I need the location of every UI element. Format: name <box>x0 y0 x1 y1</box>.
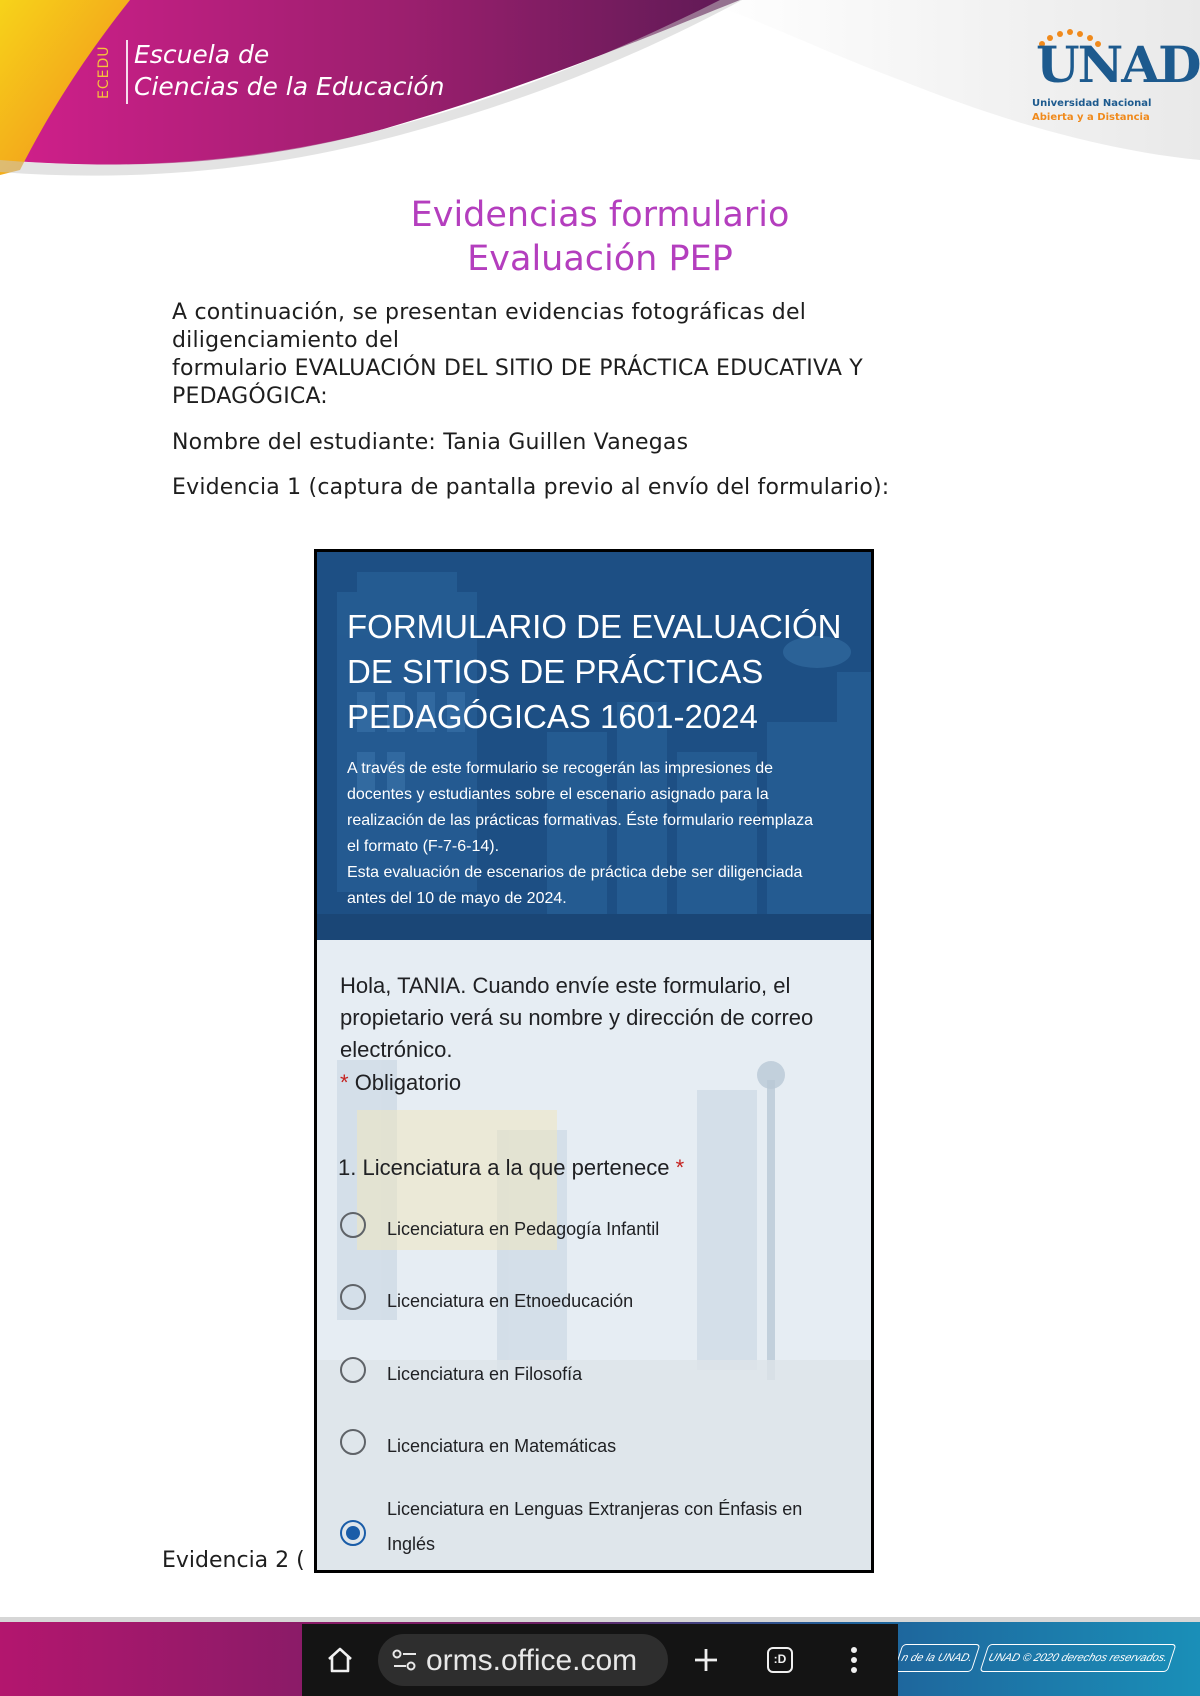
option-label: Licenciatura en Matemáticas <box>387 1436 617 1456</box>
option-label: Licenciatura en Etnoeducación <box>387 1291 634 1311</box>
option-label: Licenciatura en Lenguas Extranjeras con Énfasis en Inglés <box>387 1499 803 1554</box>
evidence-2-caption: Evidencia 2 ( <box>162 1548 305 1573</box>
form-title: FORMULARIO DE EVALUACIÓN DE SITIOS DE PRÁCTICAS PEDAGÓGICAS 1601-2024 <box>347 608 842 735</box>
doc-title-line-2: Evaluación PEP <box>467 239 733 279</box>
footer-pill-2: UNAD © 2020 derechos reservados. <box>979 1644 1176 1672</box>
intro-line-2: diligenciamiento del <box>172 328 400 353</box>
option-filosofia[interactable] <box>340 1347 860 1407</box>
required-note <box>340 1070 461 1096</box>
option-etnoeducacion[interactable] <box>340 1274 860 1334</box>
question-1 <box>338 1155 684 1181</box>
radio-button[interactable] <box>340 1429 366 1455</box>
question-number: 1. <box>338 1155 357 1180</box>
intro-line-4: PEDAGÓGICA: <box>172 384 328 409</box>
home-icon[interactable] <box>318 1638 362 1682</box>
footer-pill-1: n de la UNAD. <box>893 1644 980 1672</box>
tab-switcher-icon[interactable] <box>758 1638 802 1682</box>
site-settings-icon[interactable] <box>390 1645 420 1675</box>
radio-button[interactable] <box>340 1357 366 1383</box>
tab-switcher-label: :D <box>767 1647 793 1673</box>
url-text: orms.office.com <box>426 1644 638 1677</box>
doc-title-line-1: Evidencias formulario <box>410 195 790 235</box>
school-name-line-1: Escuela de <box>134 40 270 69</box>
new-tab-icon[interactable] <box>684 1638 728 1682</box>
option-matematicas[interactable] <box>340 1419 860 1479</box>
form-description: A través de este formulario se recogerán las impresiones de docentes y estudiantes sobre el escenario asignado para la realización de las prácticas formativas. Éste formulario reemplaza el formato (F-7-6-14). Esta evaluación de escenarios de práctica debe ser diligenciada antes del 10 de mayo de 2024. <box>347 760 813 907</box>
intro-line-3: formulario EVALUACIÓN DEL SITIO DE PRÁCTICA EDUCATIVA Y <box>172 356 863 381</box>
ecedu-label: ECEDU <box>96 45 112 99</box>
school-divider <box>126 40 128 104</box>
unad-logo-text: UNAD <box>1036 35 1200 94</box>
option-pedagogia-infantil[interactable] <box>340 1202 860 1262</box>
form-body <box>317 940 871 1570</box>
browser-toolbar <box>302 1624 898 1696</box>
unad-logo-letters <box>1036 35 1200 94</box>
form-header <box>317 552 871 940</box>
question-label: Licenciatura a la que pertenece <box>362 1155 670 1180</box>
unad-logo-subtitle-2: Abierta y a Distancia <box>1032 112 1150 123</box>
school-name-line-2: Ciencias de la Educación <box>134 72 445 101</box>
form-screenshot <box>314 549 874 1573</box>
required-asterisk: * <box>340 1070 349 1095</box>
unad-logo <box>1030 28 1200 128</box>
radio-button[interactable] <box>340 1212 366 1238</box>
radio-button-selected[interactable] <box>340 1520 366 1546</box>
evidence-1-caption: Evidencia 1 (captura de pantalla previo al envío del formulario): <box>172 475 890 500</box>
option-label: Licenciatura en Filosofía <box>387 1364 583 1384</box>
option-label: Licenciatura en Pedagogía Infantil <box>387 1219 660 1239</box>
student-name-line: Nombre del estudiante: Tania Guillen Vanegas <box>172 430 689 455</box>
radio-button[interactable] <box>340 1284 366 1310</box>
required-label: Obligatorio <box>354 1070 462 1095</box>
more-options-icon[interactable] <box>832 1638 876 1682</box>
form-greeting: Hola, TANIA. Cuando envíe este formulario, el propietario verá su nombre y dirección de correo electrónico. <box>340 973 814 1062</box>
question-required-asterisk: * <box>675 1155 685 1180</box>
unad-logo-subtitle-1: Universidad Nacional <box>1032 98 1152 109</box>
option-lenguas-extranjeras[interactable] <box>340 1492 860 1570</box>
address-bar[interactable] <box>378 1634 668 1686</box>
intro-line-1: A continuación, se presentan evidencias fotográficas del <box>172 300 807 325</box>
